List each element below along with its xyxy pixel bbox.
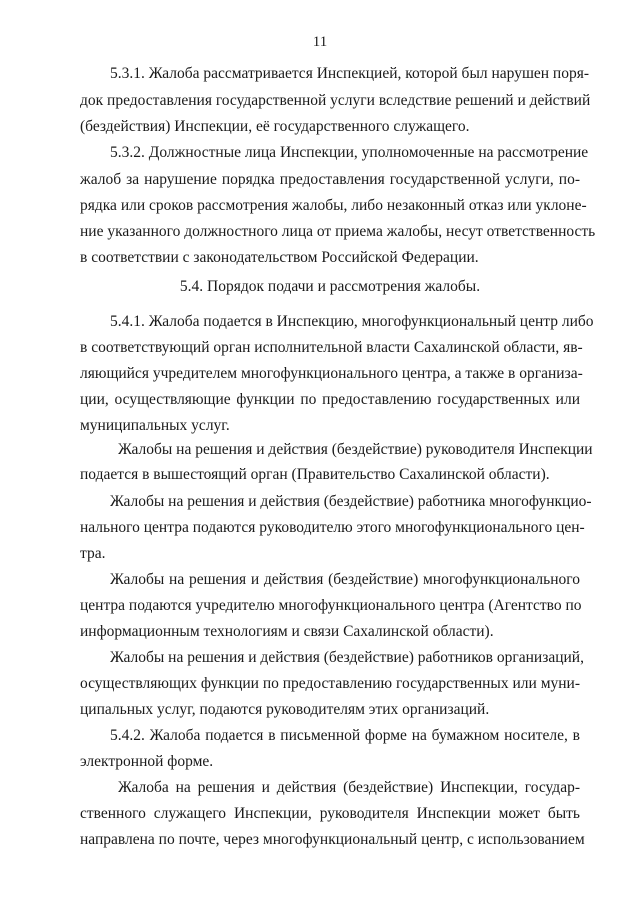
paragraph-line: 5.4.2. Жалоба подается в письменной форме на бумажном носителе, в: [110, 727, 580, 744]
paragraph-line: Жалобы на решения и действия (бездействие) многофункционального: [110, 571, 580, 588]
paragraph-line: Жалобы на решения и действия (бездействие) работников организаций,: [110, 649, 584, 666]
paragraph-line: Жалобы на решения и действия (бездействие) руководителя Инспекции: [118, 441, 593, 458]
paragraph-line: осуществляющих функции по предоставлению государственных или муни-: [80, 675, 580, 692]
paragraph-line: электронной форме.: [80, 753, 214, 770]
paragraph-line: ции, осуществляющие функции по предоставлению государственных или: [80, 391, 580, 408]
paragraph-line: 5.3.1. Жалоба рассматривается Инспекцией, которой был нарушен поря-: [110, 65, 590, 82]
paragraph-line: (бездействия) Инспекции, её государственного служащего.: [80, 118, 470, 135]
paragraph-line: Жалоба на решения и действия (бездействие) Инспекции, государ-: [118, 779, 580, 796]
paragraph-line: нального центра подаются руководителю этого многофункционального цен-: [80, 519, 585, 536]
paragraph-line: центра подаются учредителю многофункционального центра (Агентство по: [80, 597, 582, 614]
paragraph-line: 5.3.2. Должностные лица Инспекции, уполномоченные на рассмотрение: [110, 144, 589, 161]
paragraph-line: жалоб за нарушение порядка предоставления государственной услуги, по-: [80, 171, 580, 188]
page-number: 11: [312, 34, 328, 50]
paragraph-line: ние указанного должностного лица от приема жалобы, несут ответственность: [80, 223, 596, 240]
paragraph-line: направлена по почте, через многофункциональный центр, с использованием: [80, 831, 585, 848]
paragraph-line: ципальных услуг, подаются руководителям этих организаций.: [80, 701, 490, 718]
section-heading: 5.4. Порядок подачи и рассмотрения жалобы.: [179, 278, 481, 295]
paragraph-line: рядка или сроков рассмотрения жалобы, либо незаконный отказ или уклоне-: [80, 197, 587, 214]
paragraph-line: подается в вышестоящий орган (Правительство Сахалинской области).: [80, 466, 550, 483]
paragraph-line: тра.: [80, 545, 106, 562]
paragraph-line: ляющийся учредителем многофункционального центра, а также в организа-: [80, 365, 583, 382]
paragraph-line: в соответствующий орган исполнительной власти Сахалинской области, яв-: [80, 339, 583, 356]
paragraph-line: в соответствии с законодательством Российской Федерации.: [80, 249, 479, 266]
paragraph-line: муниципальных услуг.: [80, 417, 230, 434]
paragraph-line: ственного служащего Инспекции, руководителя Инспекции может быть: [80, 805, 580, 822]
paragraph-line: информационным технологиям и связи Сахалинской области).: [80, 623, 494, 640]
paragraph-line: 5.4.1. Жалоба подается в Инспекцию, многофункциональный центр либо: [110, 313, 594, 330]
paragraph-line: Жалобы на решения и действия (бездействие) работника многофункцио-: [110, 493, 592, 510]
paragraph-line: док предоставления государственной услуги вследствие решений и действий: [80, 92, 591, 109]
